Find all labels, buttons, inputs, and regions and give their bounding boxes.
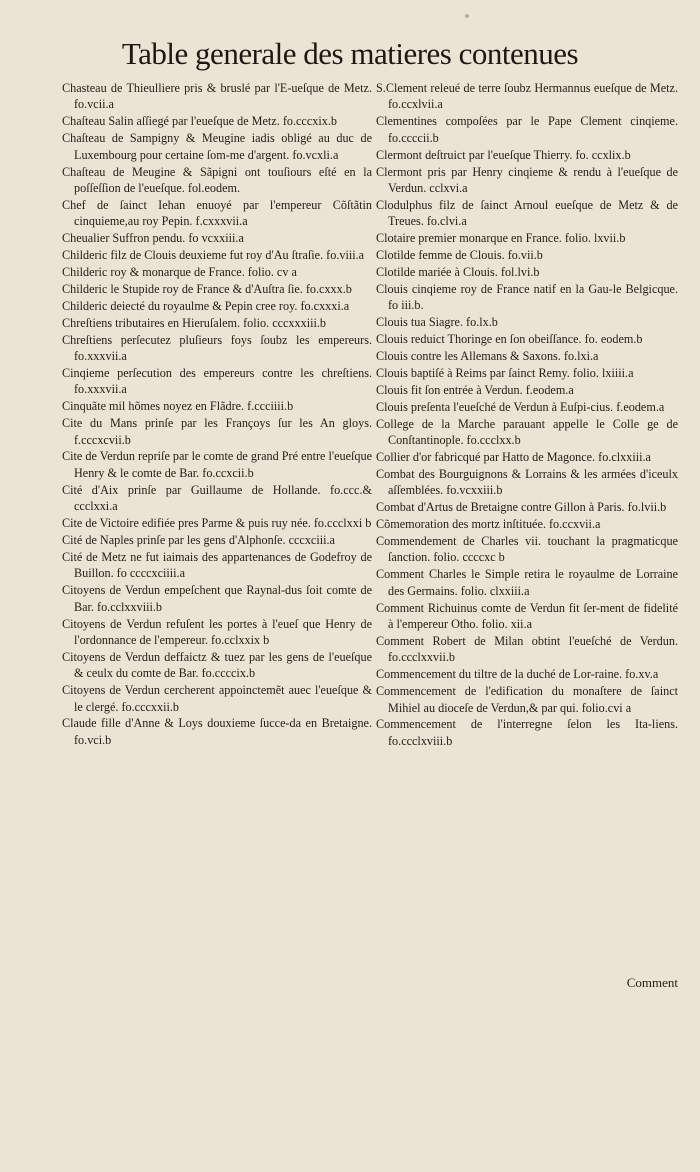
entry-text: Clouis contre les Allemans & Saxons. [376,349,561,363]
index-entry [62,532,372,548]
index-entry [376,348,678,364]
entry-text: Comment Charles le Simple retira le royaulme de Lorraine des Germains. [376,567,678,598]
index-entry [62,332,372,365]
index-entry [62,415,372,448]
entry-text: Combat des Bourguignons & Lorrains & les armées d'iceulx aſſemblées. [376,466,678,498]
entry-text: Cité de Naples prinſe par les gens d'Alphonſe. [62,532,286,547]
index-entry [62,264,372,280]
entry-text: Clotilde femme de Clouis. [376,248,505,263]
folio-reference: fo.ccclxxvii.b [388,650,456,665]
folio-reference: fo.ccclxviii.b [388,733,453,748]
entry-text: Childeric filz de Clouis deuxieme fut roy d'Au ſtraſie. [62,248,324,263]
index-entry [376,365,678,381]
right-column [376,80,678,750]
folio-reference: cccxxxiii.b [272,315,326,330]
index-entry [376,197,678,230]
entry-text: Clouis preſenta l'eueſché de Verdun à Euſpi-cius. [376,399,614,414]
entry-text: Cite de Victoire edifiée pres Parme & puis ruy née. [62,516,311,531]
index-entry [376,382,678,398]
folio-reference: fo.ccxlvii.a [388,97,443,112]
entry-text: S.Clement releué de terre ſoubz Hermannus eueſque de Metz. [376,81,678,95]
index-entry [376,331,678,347]
folio-reference: fo.ccclxx.b [466,433,521,448]
folio-reference: folio. clxxiii.a [460,583,530,598]
entry-text: Citoyens de Verdun cercherent appoinctemẽt auec l'eueſque & le clergé. [62,683,372,714]
folio-reference: fol.lvi.b [500,264,540,279]
index-entry [62,197,372,230]
folio-reference: fo.ccxcii.b [202,465,254,480]
entry-text: Cinquãte mil hõmes noyez en Flãdre. [62,399,245,414]
entry-text: Comment Robert de Milan obtint l'eueſché de Verdun. [376,633,678,648]
entry-text: Commendement de Charles vii. touchant la pragmaticque ſanction. [376,533,678,565]
index-entry [62,682,372,715]
folio-reference: fo.ccxvii.a [548,517,601,532]
entry-text: Clouis cinqieme roy de France natif en la Gau-le Belgicque. [376,281,678,296]
folio-reference: fo.ccc.& ccclxxi.a [74,482,372,514]
entry-text: Clotaire premier monarque en France. folio. [376,231,591,246]
index-entry [376,416,678,449]
index-entry [62,515,372,531]
index-entry [62,247,372,263]
entry-text: Clotilde mariée à Clouis. [376,264,498,279]
folio-reference: f.eodem.a [616,399,665,414]
index-entry [376,566,678,599]
folio-reference: fo iii.b. [388,298,424,313]
index-entry [62,113,372,129]
index-entry [62,448,372,481]
index-entry [376,499,678,515]
ink-spot [465,14,469,18]
entry-text: Chef de ſainct Iehan enuoyé par l'empereur Cõſtãtin cinquieme,au roy Pepin. [62,197,372,229]
folio-reference: fo vcxxiii.a [188,231,244,246]
folio-reference: fo.cclxxix b [211,632,270,647]
entry-text: Citoyens de Verdun empeſchent que Raynal-dus ſoit comte de Bar. [62,583,372,614]
entry-text: Clodulphus filz de ſainct Arnoul eueſque de Metz & de Treues. [376,197,678,229]
index-entry [376,516,678,532]
index-entry [62,715,372,748]
page-title: Table generale des matieres contenues [121,36,579,71]
entry-text: Cheualier Suffron pendu. [62,231,186,246]
index-entry [62,80,372,113]
entry-text: Clementines compoſées par le Pape Clement cinqieme. [376,114,678,129]
index-entry [376,247,678,263]
index-entry [62,549,372,582]
index-entry [376,533,678,566]
index-entry [376,147,678,163]
entry-text: Claude fille d'Anne & Loys douxieme ſucce-da en Bretaigne. [62,716,372,731]
catchword: Comment [626,975,678,990]
entry-text: Chasteau de Thieulliere pris & bruslé par l'E-ueſque de Metz. [62,81,372,95]
folio-reference: fo ccccxciiii.a [116,566,186,581]
entry-text: Cõmemoration des mortz inſtituée. [376,517,546,532]
index-entry [376,666,678,682]
folio-reference: fo.cxxx.b [305,281,352,296]
folio-reference: cv a [276,264,297,279]
folio-reference: fo.vci.b [74,732,112,747]
folio-reference: fo.vii.b [507,248,543,263]
index-entry [376,80,678,113]
folio-reference: fo.lxi.a [563,349,599,363]
index-entry [376,466,678,499]
entry-text: Cité d'Aix prinſe par Guillaume de Hollande. [62,482,321,497]
folio-reference: fo.clxxiii.a [598,449,651,464]
folio-reference: fo.ccccix.b [201,666,256,681]
entry-text: Childeric roy & monarque de France. folio. [62,264,274,279]
entry-text: Commencement de l'edification du monaſtere de ſainct Mihiel au dioceſe de Verdun,& par qui. [376,684,678,715]
index-entry [376,264,678,280]
index-entry [62,365,372,398]
entry-text: Commencement de l'interregne ſelon les Ita-liens. [376,717,678,732]
entry-text: Commencement du tiltre de la duché de Lor-raine. [376,667,623,682]
folio-reference: ccxlix.b [591,147,631,162]
index-entry [376,449,678,465]
entry-text: Cite du Mans prinſe par les Françoys ſur les An gloys. [62,416,372,431]
entry-text: Collier d'or fabricqué par Hatto de Magonce. [376,449,596,464]
index-entry [376,230,678,246]
folio-reference: fo.vcii.a [74,97,114,112]
folio-reference: lxiiii.a [602,365,634,380]
folio-reference: fo.ccclxxi b [313,516,372,531]
index-entry [62,649,372,682]
entry-text: Childeric deiecté du royaulme & Pepin cree roy. [62,298,298,313]
folio-reference: fo.xv.a [625,667,659,682]
index-entry [62,616,372,649]
index-entry [62,482,372,515]
folio-reference: cccxciii.a [288,532,335,547]
entry-text: Clouis tua Siagre. [376,315,463,330]
index-entry [62,582,372,615]
entry-text: Citoyens de Verdun refuſent les portes à l'eueſ que Henry de l'ordonnance de l'empereur. [62,616,372,647]
folio-reference: fo.xxxvii.a [74,382,127,397]
entry-text: Cite de Verdun repriſe par le comte de grand Pré entre l'eueſque Henry & le comte de Bar. [62,449,372,480]
entry-text: Clermont pris par Henry cinqieme & rendu à l'eueſque de Verdun. [376,164,678,195]
index-entry [62,315,372,331]
entry-text: Chaſteau Salin aſſiegé par l'eueſque de Metz. [62,114,280,129]
entry-text: Clouis fit ſon entrée à Verdun. [376,382,523,397]
entry-text: Combat d'Artus de Bretaigne contre Gillon à Paris. [376,500,625,515]
entry-text: Clouis baptiſé à Reims par ſainct Remy. folio. [376,365,599,380]
folio-reference: folio.cvi a [581,700,632,715]
folio-reference: fo.vcxli.a [292,147,339,162]
index-entry [376,600,678,633]
index-entry [376,314,678,330]
index-entry [62,398,372,414]
folio-reference: fo.ccccii.b [388,130,439,145]
folio-reference: eodem.b [600,332,643,347]
entry-text: Comment Richuinus comte de Verdun fit ſer-ment de fidelité à l'empereur Otho. [376,600,678,631]
folio-reference: f.cccxcvii.b [74,432,131,447]
folio-reference: f.cxxxvii.a [195,214,248,229]
folio-reference: fo.cclxxviii.b [97,599,163,614]
entry-text: Chreſtiens tributaires en Hieruſalem. folio. [62,315,270,330]
folio-reference: fo.lx.b [466,315,498,330]
entry-text: Chreſtiens perſecutez pluſieurs foys ſoubz les empereurs. [62,332,372,347]
left-column [62,80,372,749]
folio-reference: f.ccciiii.b [247,399,294,414]
folio-reference: lxvii.b [593,231,626,246]
index-entry [376,281,678,314]
index-entry [62,130,372,163]
entry-text: Clermont deſtruict par l'eueſque Thierry. fo. [376,147,589,162]
entry-text: Childeric le Stupide roy de France & d'Auſtra ſie. [62,281,303,296]
folio-reference: folio. ccccxc b [433,550,505,565]
entry-text: Chaſteau de Meugine & Sãpigni ont touſiours eſté en la poſſeſſion de l'eueſque. fol.eodem. [62,164,372,195]
folio-reference: fo.lvii.b [627,500,667,515]
folio-reference: folio. xii.a [481,617,533,631]
folio-reference: f.eodem.a [525,382,574,397]
index-entry [62,230,372,246]
index-entry [62,281,372,297]
folio-reference: fo.clvi.a [426,214,467,229]
folio-reference: fo.vcxxiii.b [446,483,503,498]
index-entry [376,633,678,666]
index-entry [376,399,678,415]
index-entry [376,716,678,749]
index-entry [376,113,678,146]
entry-text: Citoyens de Verdun deffaictz & tuez par les gens de l'eueſque & ceulx du comte de Bar. [62,649,372,681]
entry-text: Clouis reduict Thoringe en ſon obeiſſance. fo. [376,332,598,347]
folio-reference: fo.cxxxi.a [300,298,350,313]
index-entry [376,164,678,197]
entry-text: Cité de Metz ne fut iaimais des appartenances de Godefroy de Buillon. [62,549,372,581]
index-entry [62,298,372,314]
folio-reference: fo.xxxvii.a [74,349,127,363]
folio-reference: cclxvi.a [429,180,468,195]
folio-reference: fo.cccxxii.b [121,699,180,714]
index-entry [376,683,678,716]
entry-text: Chaſteau de Sampigny & Meugine iadis obligé au duc de Luxembourg pour certaine ſom-me d'argent. [62,131,372,162]
index-entry [62,164,372,197]
entry-text: Cinqieme perſecution des empereurs contre les chreſtiens. [62,365,372,380]
folio-reference: fo.viii.a [326,248,365,263]
entry-text: College de la Marche parauant appelle le Colle ge de Conſtantinople. [376,416,678,448]
folio-reference: fo.cccxix.b [282,114,337,129]
